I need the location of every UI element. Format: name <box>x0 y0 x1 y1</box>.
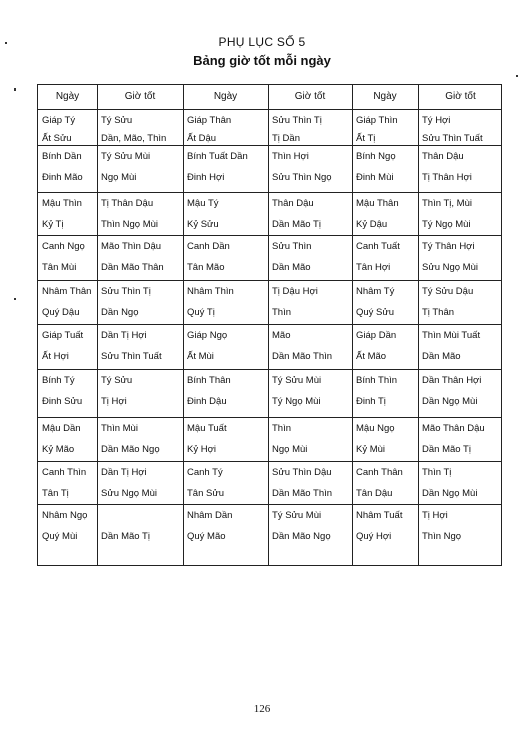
day-cell: Giáp Tuất <box>42 330 84 341</box>
day-cell: Đinh Tị <box>356 396 386 407</box>
good-hours-cell: Dần Ngọ Mùi <box>422 488 478 499</box>
good-hours-cell: Thìn Hợi <box>272 151 309 162</box>
good-hours-cell: Dần Mão Thìn <box>272 351 333 362</box>
page-number: 126 <box>253 703 271 715</box>
day-cell: Giáp Thìn <box>356 115 398 126</box>
day-cell: Giáp Ngọ <box>187 330 228 341</box>
good-hours-cell: Sửu Thìn Tị <box>272 115 322 126</box>
day-cell: Nhâm Thìn <box>187 286 234 297</box>
day-cell: Nhâm Tý <box>356 286 395 297</box>
good-hours-cell: Dần Mão Ngọ <box>272 531 331 542</box>
good-hours-cell: Thìn Ngọ <box>422 531 462 542</box>
day-cell: Quý Dậu <box>42 307 80 318</box>
day-cell: Bính Thân <box>187 375 231 386</box>
good-hours-cell: Thìn Tị <box>422 467 452 478</box>
good-hours-cell: Sửu Thìn Tị <box>101 286 151 297</box>
good-hours-cell: Sửu Ngọ Mùi <box>101 488 157 499</box>
good-hours-cell: Dần Mão <box>272 262 311 273</box>
day-cell: Đinh Dậu <box>187 396 227 407</box>
good-hours-cell: Thìn <box>272 307 292 318</box>
good-hours-cell: Tý Thân Hợi <box>422 241 475 252</box>
column-header: Giờ tốt <box>445 91 476 102</box>
row-divider <box>38 369 501 370</box>
column-header: Giờ tốt <box>294 91 326 102</box>
good-hours-cell: Dần Thân Hợi <box>422 375 482 386</box>
good-hours-cell: Tý Sửu Mùi <box>272 510 322 521</box>
good-hours-cell: Thìn Mùi Tuất <box>422 330 481 341</box>
day-cell: Quý Hợi <box>356 531 392 542</box>
good-hours-cell: Ngọ Mùi <box>101 172 137 183</box>
day-cell: Mậu Ngọ <box>356 423 395 434</box>
day-cell: Quý Tị <box>187 307 215 318</box>
good-hours-cell: Dần Mão Thìn <box>272 488 333 499</box>
day-cell: Đinh Hợi <box>187 172 225 183</box>
good-hours-cell: Dần Mão Tị <box>101 531 150 542</box>
good-hours-cell: Thân Dậu <box>272 198 314 209</box>
day-cell: Nhâm Thân <box>42 286 92 297</box>
day-cell: Bính Tý <box>42 375 75 386</box>
day-cell: Canh Tuất <box>356 241 400 252</box>
column-divider <box>352 85 353 565</box>
row-divider <box>38 235 501 236</box>
column-header: Giờ tốt <box>124 91 156 102</box>
day-cell: Nhâm Dần <box>187 510 233 521</box>
good-hours-cell: Tị Hợi <box>101 396 127 407</box>
day-cell: Kỷ Hợi <box>187 444 216 455</box>
day-cell: Tân Sửu <box>187 488 224 499</box>
good-hours-cell: Tị Thân Dậu <box>101 198 154 209</box>
day-cell: Giáp Dần <box>356 330 397 341</box>
day-cell: Kỷ Mão <box>42 444 75 455</box>
good-hours-cell: Tý Hợi <box>422 115 451 126</box>
day-cell: Kỷ Tị <box>42 219 64 230</box>
day-cell: Mậu Thìn <box>42 198 82 209</box>
column-header: Ngày <box>55 91 80 102</box>
good-hours-cell: Tý Sửu Mùi <box>101 151 151 162</box>
good-hours-cell: Tị Hợi <box>422 510 448 521</box>
day-cell: Tân Dậu <box>356 488 393 499</box>
good-hours-table <box>37 84 502 566</box>
day-cell: Tân Hợi <box>356 262 391 273</box>
day-cell: Ất Mão <box>356 351 387 362</box>
day-cell: Quý Mão <box>187 531 226 542</box>
good-hours-cell: Dần Ngọ Mùi <box>422 396 478 407</box>
day-cell: Bính Ngọ <box>356 151 396 162</box>
good-hours-cell: Mão <box>272 330 291 341</box>
day-cell: Ất Tị <box>356 133 376 144</box>
good-hours-cell: Sửu Thìn Tuất <box>101 351 162 362</box>
good-hours-cell: Dần Mão Ngọ <box>101 444 160 455</box>
good-hours-cell: Tý Sửu Dậu <box>422 286 474 297</box>
good-hours-cell: Dần Tị Hợi <box>101 330 147 341</box>
day-cell: Kỷ Sửu <box>187 219 219 230</box>
day-cell: Bính Tuất Dần <box>187 151 248 162</box>
good-hours-cell: Tý Ngọ Mùi <box>272 396 321 407</box>
day-cell: Giáp Thân <box>187 115 232 126</box>
good-hours-cell: Thân Dậu <box>422 151 464 162</box>
scan-speck <box>14 88 16 91</box>
good-hours-cell: Thìn Tị, Mùi <box>422 198 472 209</box>
day-cell: Mậu Thân <box>356 198 399 209</box>
day-cell: Nhâm Tuất <box>356 510 403 521</box>
row-divider <box>38 280 501 281</box>
row-divider <box>38 504 501 505</box>
day-cell: Kỷ Dậu <box>356 219 388 230</box>
column-header: Ngày <box>213 91 238 102</box>
page-subtitle: Bảng giờ tốt mỗi ngày <box>193 53 331 68</box>
scan-speck <box>5 42 7 44</box>
day-cell: Ất Dậu <box>187 133 217 144</box>
day-cell: Canh Thìn <box>42 467 87 478</box>
good-hours-cell: Dần, Mão, Thìn <box>101 133 167 144</box>
row-divider <box>38 145 501 146</box>
day-cell: Mậu Tý <box>187 198 219 209</box>
good-hours-cell: Mão Thân Dậu <box>422 423 485 434</box>
good-hours-cell: Sửu Thìn Dậu <box>272 467 332 478</box>
good-hours-cell: Tý Ngọ Mùi <box>422 219 471 230</box>
column-divider <box>418 85 419 565</box>
day-cell: Canh Dần <box>187 241 230 252</box>
scan-speck <box>516 75 518 77</box>
good-hours-cell: Ngọ Mùi <box>272 444 308 455</box>
good-hours-cell: Thìn Mùi <box>101 423 138 434</box>
row-divider <box>38 461 501 462</box>
day-cell: Nhâm Ngọ <box>42 510 88 521</box>
good-hours-cell: Dần Mão Tị <box>422 444 471 455</box>
good-hours-cell: Sửu Thìn Ngọ <box>272 172 332 183</box>
day-cell: Đinh Mão <box>42 172 83 183</box>
good-hours-cell: Dần Ngọ <box>101 307 139 318</box>
scan-speck <box>14 298 16 300</box>
row-divider <box>38 324 501 325</box>
good-hours-cell: Thìn <box>272 423 292 434</box>
good-hours-cell: Tý Sửu <box>101 115 133 126</box>
good-hours-cell: Dần Mão <box>422 351 461 362</box>
good-hours-cell: Tị Thân Hợi <box>422 172 472 183</box>
day-cell: Tân Mùi <box>42 262 77 273</box>
day-cell: Canh Tý <box>187 467 223 478</box>
day-cell: Mậu Dần <box>42 423 81 434</box>
day-cell: Kỷ Mùi <box>356 444 386 455</box>
column-divider <box>268 85 269 565</box>
good-hours-cell: Mão Thìn Dậu <box>101 241 162 252</box>
day-cell: Canh Ngọ <box>42 241 85 252</box>
day-cell: Ất Sửu <box>42 133 72 144</box>
good-hours-cell: Dần Tị Hợi <box>101 467 147 478</box>
day-cell: Quý Mùi <box>42 531 78 542</box>
good-hours-cell: Dần Mão Tị <box>272 219 321 230</box>
column-divider <box>183 85 184 565</box>
day-cell: Đinh Sửu <box>42 396 83 407</box>
good-hours-cell: Tị Dậu Hợi <box>272 286 318 297</box>
good-hours-cell: Sửu Thìn Tuất <box>422 133 483 144</box>
row-divider <box>38 192 501 193</box>
good-hours-cell: Tị Thân <box>422 307 455 318</box>
page-title: PHỤ LỤC SỐ 5 <box>218 35 306 49</box>
good-hours-cell: Sửu Thìn <box>272 241 312 252</box>
day-cell: Giáp Tý <box>42 115 76 126</box>
good-hours-cell: Sửu Ngọ Mùi <box>422 262 478 273</box>
day-cell: Ất Mùi <box>187 351 214 362</box>
day-cell: Mậu Tuất <box>187 423 227 434</box>
day-cell: Tân Mão <box>187 262 225 273</box>
day-cell: Ất Hợi <box>42 351 69 362</box>
day-cell: Quý Sửu <box>356 307 395 318</box>
good-hours-cell: Tý Sửu <box>101 375 133 386</box>
good-hours-cell: Tý Sửu Mùi <box>272 375 322 386</box>
day-cell: Tân Tị <box>42 488 69 499</box>
day-cell: Canh Thân <box>356 467 403 478</box>
day-cell: Bính Thìn <box>356 375 398 386</box>
day-cell: Bính Dần <box>42 151 82 162</box>
column-header: Ngày <box>373 91 397 102</box>
row-divider <box>38 417 501 418</box>
day-cell: Đinh Mùi <box>356 172 394 183</box>
header-divider <box>38 109 501 110</box>
good-hours-cell: Tị Dần <box>272 133 300 144</box>
column-divider <box>97 85 98 565</box>
good-hours-cell: Thìn Ngọ Mùi <box>101 219 159 230</box>
good-hours-cell: Dần Mão Thân <box>101 262 164 273</box>
